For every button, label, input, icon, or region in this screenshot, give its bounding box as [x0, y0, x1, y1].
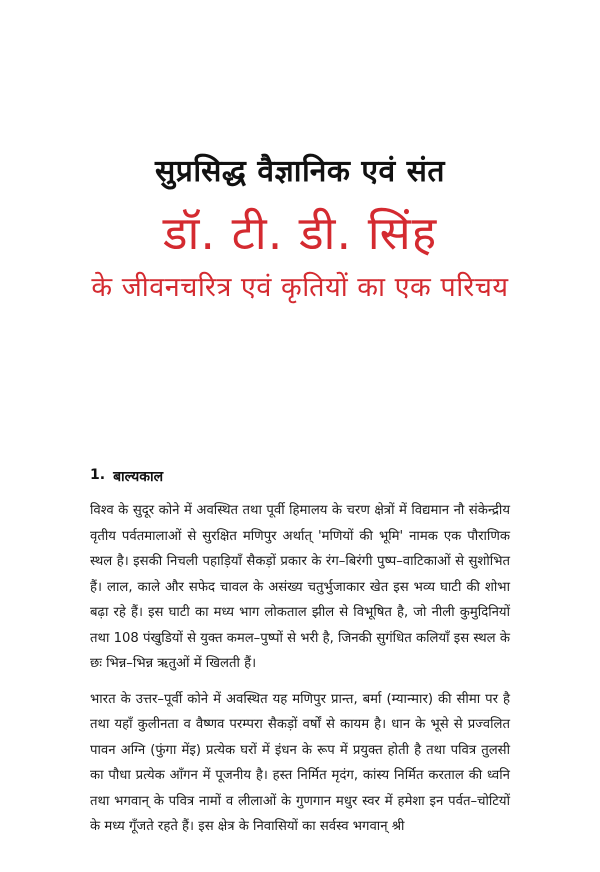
paragraph-2: भारत के उत्तर–पूर्वी कोने में अवस्थित यह मणिपुर प्रान्त, बर्मा (म्यान्मार) की सीमा पर है तथा यहाँ कुलीनता व वैष्णव परम्परा सैकड़ों वर्षों से कायम है। धान के भूसे से प्रज्वलित पावन अग्नि (फुंगा मेंइ) प्रत्येक घरों में इंधन के रूप में प्रयुक्त होती है तथा पवित्र तुलसी का पौधा प्रत्येक आँगन में पूजनीय है। हस्त निर्मित मृदंग, कांस्य निर्मित करताल की ध्वनि तथा भगवान् के पवित्र नामों व लीलाओं के गुणगान मधुर स्वर में हमेशा इन पर्वत–चोटियों के मध्य गूँजते रहते हैं। इस क्षेत्र के निवासियों का सर्वस्व भगवान् श्री	[90, 691, 510, 834]
title-subtitle-top: सुप्रसिद्ध वैज्ञानिक एवं संत	[155, 154, 445, 189]
section-childhood	[90, 467, 510, 850]
section-title: बाल्यकाल	[113, 469, 164, 485]
title-subtitle-bottom: के जीवनचरित्र एवं कृतियों का एक परिचय	[91, 272, 509, 303]
paragraph-1: विश्व के सुदूर कोने में अवस्थित तथा पूर्वी हिमालय के चरण क्षेत्रों में विद्यमान नौ संकेन्द्रीय वृतीय पर्वतमालाओं से सुरक्षित मणिपुर अर्थात् 'मणियों की भूमि' नामक एक पौराणिक स्थल है। इसकी निचली पहाड़ियाँ सैकड़ों प्रकार के रंग–बिरंगी पुष्प–वाटिकाओं से सुशोभित हैं। लाल, काले और सफेद चावल के असंख्य चतुर्भुजाकार खेत इस भव्य घाटी की शोभा बढ़ा रहे हैं। इस घाटी का मध्य भाग लोकताल झील से विभूषित है, जो नीली कुमुदिनियों तथा 108 पंखुडियों से युक्त कमल–पुष्पों से भरी है, जिनकी सुगंधित कलियाँ इस स्थल के छः भिन्न–भिन्न ऋतुओं में खिलती हैं।	[90, 503, 510, 671]
title-name: डॉ. टी. डी. सिंह	[162, 206, 438, 260]
section-heading	[90, 467, 510, 486]
title-block	[0, 150, 600, 308]
section-number: 1.	[90, 467, 106, 483]
